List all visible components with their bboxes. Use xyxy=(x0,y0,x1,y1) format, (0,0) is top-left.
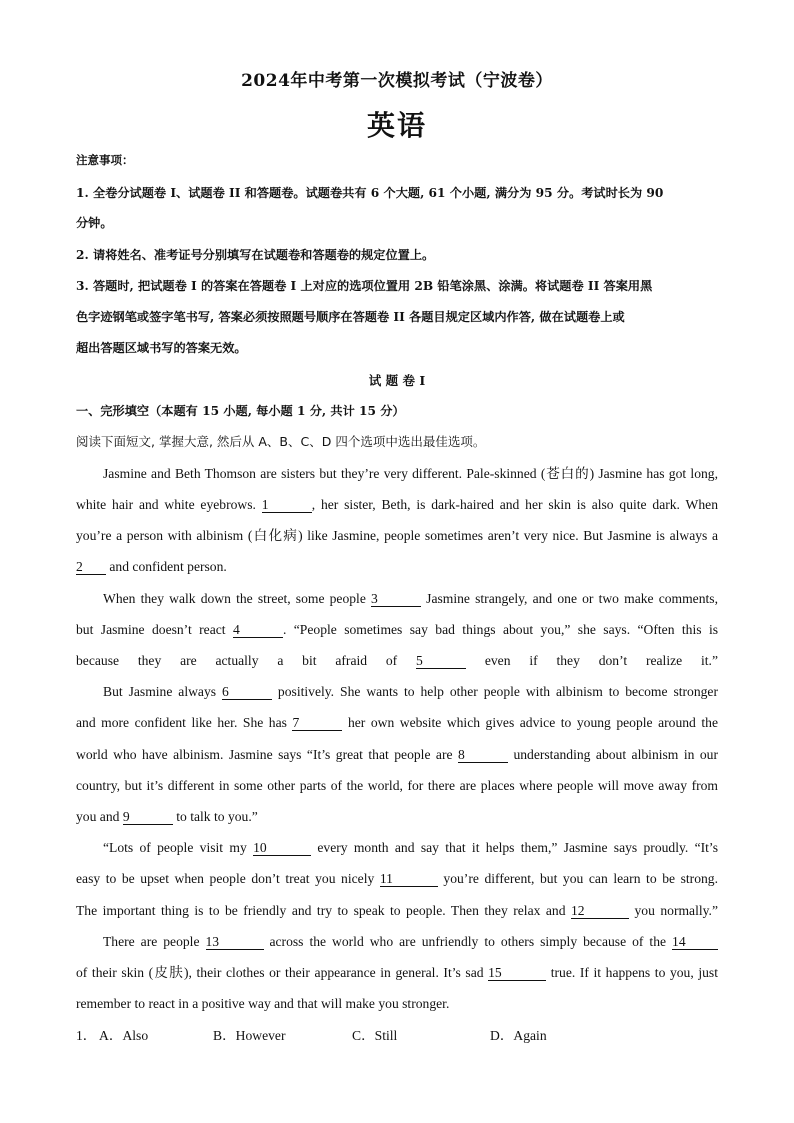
passage-line xyxy=(76,651,718,671)
subject-title: 英语 xyxy=(366,109,427,142)
answer-blank-10: 10 xyxy=(253,840,311,856)
passage-text: you’re different, but you can learn to be strong. xyxy=(437,871,718,886)
passage-text: understanding about albinism in our xyxy=(507,747,718,762)
answer-blank-6: 6 xyxy=(222,684,272,700)
notice-item-3-line-3: 超出答题区域书写的答案无效。 xyxy=(76,341,247,355)
part1-instruction: 阅读下面短文, 掌握大意, 然后从 A、B、C、D 四个选项中选出最佳选项。 xyxy=(76,434,486,449)
passage-text: you normally.” xyxy=(629,903,718,918)
passage-text: remember to react in a positive way and that will make you stronger. xyxy=(76,996,450,1011)
answer-blank-15: 15 xyxy=(488,965,546,981)
passage-text: because they are actually a bit afraid of xyxy=(76,653,417,668)
passage-line xyxy=(76,620,718,640)
passage-text: and more confident like her. She has xyxy=(76,715,293,730)
answer-blank-13: 13 xyxy=(206,934,264,950)
passage-text: The important thing is to be friendly and try to speak to people. Then they relax and xyxy=(76,903,571,918)
notice-item-3-line-2: 色字迹钢笔或签字笔书写, 答案必须按照题号顺序在答题卷 II 各题目规定区域内作答, 做在试题卷上或 xyxy=(76,310,625,324)
exam-title: 2024年中考第一次模拟考试（宁波卷） xyxy=(241,71,553,91)
passage-line xyxy=(103,932,718,952)
question-1-option-a xyxy=(76,1024,148,1044)
passage-text: every month and say that it helps them,” Jasmine says proudly. “It’s xyxy=(311,840,718,855)
question-1-option-c: C．Still xyxy=(352,1028,398,1043)
passage-text: , her sister, Beth, is dark-haired and her skin is also quite dark. When xyxy=(311,497,718,512)
notice-item-2: 2. 请将姓名、准考证号分别填写在试题卷和答题卷的规定位置上。 xyxy=(76,248,435,262)
option-a-text: A．Also xyxy=(99,1028,149,1043)
passage-text: easy to be upset when people don’t treat you nicely xyxy=(76,871,380,886)
passage-line xyxy=(76,869,718,889)
passage-text: true. If it happens to you, just xyxy=(546,965,718,980)
passage-text: When they walk down the street, some people xyxy=(103,591,372,606)
passage-text: even if they don’t realize it.” xyxy=(466,653,718,668)
passage-line xyxy=(76,745,718,765)
passage-text: positively. She wants to help other people with albinism to become stronger xyxy=(272,684,718,699)
passage-line xyxy=(76,776,718,796)
answer-blank-5: 5 xyxy=(416,653,466,669)
passage-text: Jasmine and Beth Thomson are sisters but they’re very different. Pale-skinned (苍白的) Jasmine has got long, xyxy=(103,466,718,481)
passage-line xyxy=(76,526,718,546)
passage-line xyxy=(76,557,718,577)
passage-text: But Jasmine always xyxy=(103,684,222,699)
answer-blank-11: 11 xyxy=(380,871,438,887)
passage-text: you and xyxy=(76,809,123,824)
passage-line xyxy=(103,838,718,858)
answer-blank-9: 9 xyxy=(123,809,173,825)
answer-blank-2: 2 xyxy=(76,559,106,575)
answer-blank-8: 8 xyxy=(458,747,508,763)
passage-line xyxy=(103,589,718,609)
passage-text: but Jasmine doesn’t react xyxy=(76,622,233,637)
part1-heading: 一、完形填空（本题有 15 小题, 每小题 1 分, 共计 15 分） xyxy=(76,404,405,418)
answer-blank-7: 7 xyxy=(292,715,342,731)
answer-blank-3: 3 xyxy=(371,591,421,607)
paper-section-heading: 试 题 卷 I xyxy=(368,373,426,388)
question-1-number: 1． xyxy=(76,1028,97,1043)
passage-line xyxy=(76,901,718,921)
passage-text: you’re a person with albinism (白化病) like Jasmine, people sometimes aren’t very nice. But Jasmine is always a xyxy=(76,528,718,543)
passage-line xyxy=(76,807,718,827)
notice-item-3-line-1: 3. 答题时, 把试题卷 I 的答案在答题卷 I 上对应的选项位置用 2B 铅笔涂黑、涂满。将试题卷 II 答案用黑 xyxy=(76,279,653,293)
notice-item-1-line-2: 分钟。 xyxy=(76,216,113,230)
passage-line xyxy=(76,495,718,515)
passage-line xyxy=(76,963,718,983)
passage-text: and confident person. xyxy=(106,559,227,574)
question-1-option-d: D．Again xyxy=(490,1028,547,1043)
passage-text: across the world who are unfriendly to others simply because of the xyxy=(263,934,673,949)
passage-line xyxy=(103,464,718,484)
notice-item-1-line-1: 1. 全卷分试题卷 I、试题卷 II 和答题卷。试题卷共有 6 个大题, 61 个小题, 满分为 95 分。考试时长为 90 xyxy=(76,186,664,200)
notice-heading: 注意事项： xyxy=(76,153,134,167)
passage-text: of their skin (皮肤), their clothes or their appearance in general. It’s sad xyxy=(76,965,489,980)
passage-text: her own website which gives advice to young people around the xyxy=(342,715,718,730)
answer-blank-14: 14 xyxy=(672,934,718,950)
answer-blank-12: 12 xyxy=(571,903,629,919)
passage-text: country, but it’s different in some other parts of the world, for there are places where people will move away from xyxy=(76,778,718,793)
answer-blank-1: 1 xyxy=(262,497,312,513)
passage-line xyxy=(76,994,718,1014)
passage-text: . “People sometimes say bad things about you,” she says. “Often this is xyxy=(282,622,719,637)
passage-text: “Lots of people visit my xyxy=(103,840,254,855)
passage-text: world who have albinism. Jasmine says “It’s great that people are xyxy=(76,747,458,762)
passage-line xyxy=(76,713,718,733)
answer-blank-4: 4 xyxy=(233,622,283,638)
passage-text: white hair and white eyebrows. xyxy=(76,497,262,512)
passage-text: There are people xyxy=(103,934,206,949)
passage-text: Jasmine strangely, and one or two make comments, xyxy=(421,591,718,606)
question-1-option-b: B．However xyxy=(213,1028,286,1043)
passage-line xyxy=(103,682,718,702)
passage-text: to talk to you.” xyxy=(172,809,258,824)
